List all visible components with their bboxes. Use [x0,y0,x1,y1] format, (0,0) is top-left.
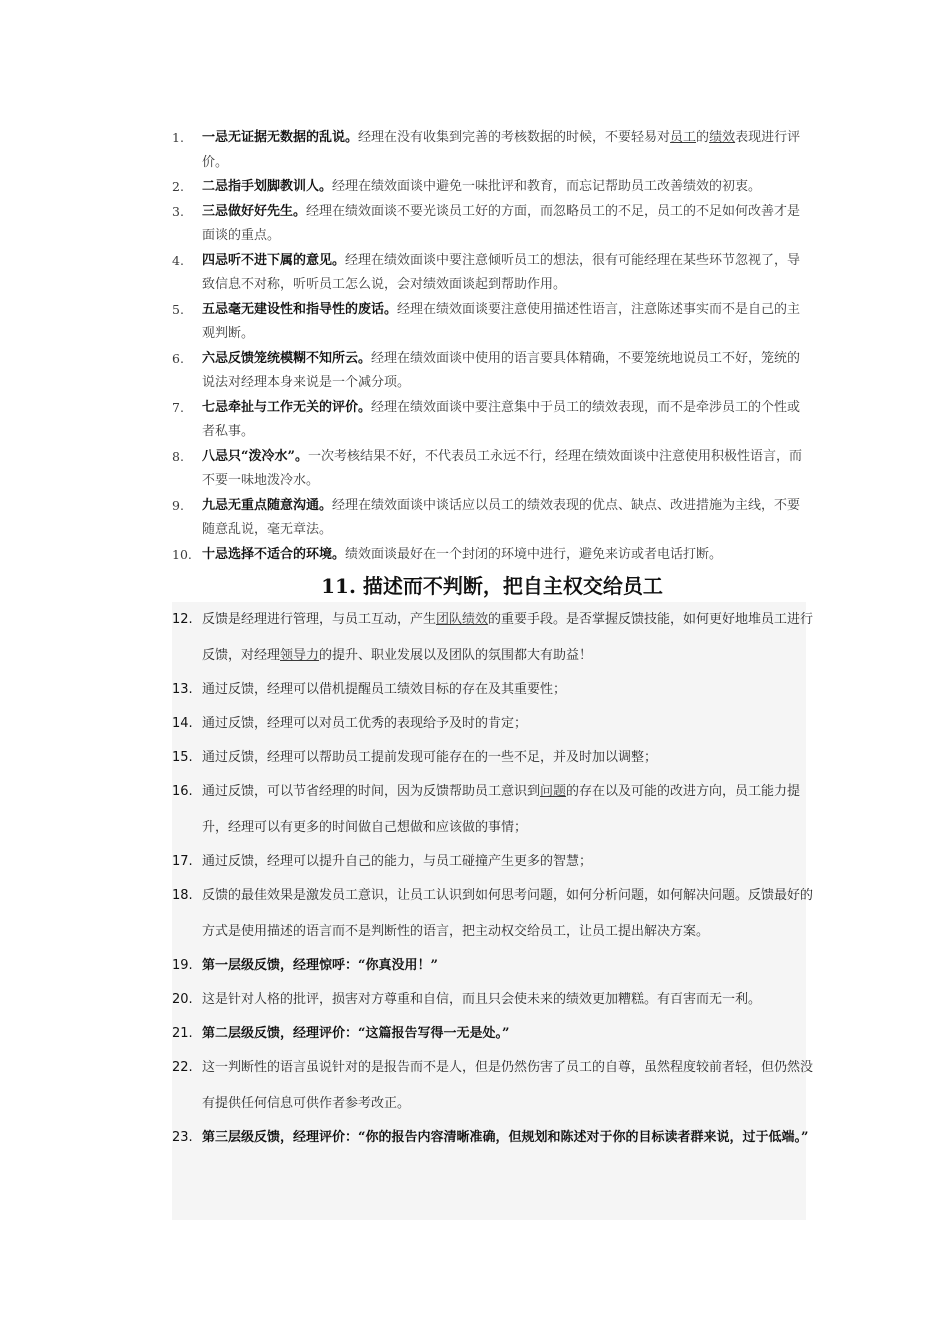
item-text: 通过反馈，经理可以帮助员工提前发现可能存在的一些不足，并及时加以调整； [202,750,658,765]
list-item [172,494,812,543]
item-title: 七忌牵扯与工作无关的评价。 [202,399,372,415]
item-title: 八忌只“泼冷水”。 [202,448,308,464]
list-item [172,948,814,984]
list-item [172,543,812,568]
list-item [172,298,812,347]
item-text: 通过反馈，经理可以提升自己的能力，与员工碰撞产生更多的智慧； [202,854,593,869]
item-text: 的提升、职业发展以及团队的氛围都大有助益！ [319,648,593,663]
item-text: 的重要手段。是否掌握反馈技能，如何更好地堆员工进行反馈，对经理 [202,612,814,663]
item-number: 7. [172,399,184,415]
list-item [172,1016,814,1052]
item-title: 六忌反馈笼统模糊不知所云。 [202,350,372,366]
item-number: 21. [172,1026,193,1041]
item-number: 18. [172,888,193,903]
item-text: 反馈的最佳效果是激发员工意识，让员工认识到如何思考问题，如何分析问题，如何解决问题。反馈最好的方式是使用描述的语言而不是判断性的语言，把主动权交给员工，让员工提出解决方案。 [202,888,814,939]
list-item [172,396,812,445]
item-text: 这一判断性的语言虽说针对的是报告而不是人，但是仍然伤害了员工的自尊，虽然程度较前者轻，但仍然没有提供任何信息可供作者参考改正。 [202,1060,814,1111]
feedback-list [172,602,814,1154]
link-team-performance[interactable]: 团队绩效 [436,612,489,627]
item-text: 的存在以及可能的改进方向，员工能力提升，经理可以有更多的时间做自己想做和应该做的事情； [202,784,801,835]
link-performance[interactable]: 绩效 [709,130,736,145]
item-text: 经理在绩效面谈中避免一味批评和教育，而忘记帮助员工改善绩效的初衷。 [332,179,762,194]
list-item [172,878,814,950]
item-text: 表现进行评价。 [202,130,801,170]
item-number: 6. [172,350,184,366]
item-title: 第二层级反馈，经理评价：“这篇报告写得一无是处。” [202,1026,510,1041]
item-title: 第三层级反馈，经理评价：“你的报告内容清晰准确，但规划和陈述对于你的目标读者群来说，过于低端。” [202,1130,809,1145]
item-text: 的 [696,130,710,145]
item-text: 绩效面谈最好在一个封闭的环境中进行，避免来访或者电话打断。 [345,546,723,562]
item-text: 经理在绩效面谈不要光谈员工好的方面，而忽略员工的不足，员工的不足如何改善才是面谈的重点。 [202,203,801,243]
list-item [172,602,814,674]
item-number: 23. [172,1130,193,1145]
list-item [172,347,812,396]
item-text: 反馈是经理进行管理，与员工互动，产生 [202,612,437,627]
item-number: 3. [172,203,184,219]
item-text: 经理在没有收集到完善的考核数据的时候，不要轻易对 [358,130,671,145]
list-item [172,249,812,298]
item-number: 16. [172,784,193,799]
item-number: 1. [172,130,184,145]
link-leadership[interactable]: 领导力 [280,648,320,663]
item-text: 一次考核结果不好，不代表员工永远不行，经理在绩效面谈中注意使用积极性语言，而不要一味地泼冷水。 [202,448,802,488]
item-text: 经理在绩效面谈中要注意倾听员工的想法，很有可能经理在某些环节忽视了，导致信息不对称，听听员工怎么说，会对绩效面谈起到帮助作用。 [202,252,801,292]
list-item [172,844,814,880]
list-item [172,706,814,742]
item-number: 9. [172,497,184,513]
item-text: 经理在绩效面谈中使用的语言要具体精确，不要笼统地说员工不好，笼统的说法对经理本身来说是一个减分项。 [202,350,801,390]
item-number: 15. [172,750,193,765]
item-title: 三忌做好好先生。 [202,203,307,219]
item-title: 十忌选择不适合的环境。 [202,546,346,562]
item-number: 10. [172,546,192,562]
item-number: 14. [172,716,193,731]
item-number: 22. [172,1060,193,1075]
list-item [172,774,814,846]
list-item [172,982,814,1018]
item-text: 通过反馈，可以节省经理的时间，因为反馈帮助员工意识到 [202,784,541,799]
list-item [172,672,814,708]
item-number: 20. [172,992,193,1007]
list-item [172,175,812,200]
item-text: 通过反馈，经理可以借机提醒员工绩效目标的存在及其重要性； [202,682,567,697]
item-text: 这是针对人格的批评，损害对方尊重和自信，而且只会使未来的绩效更加糟糕。有百害而无一利。 [202,992,762,1007]
item-text: 经理在绩效面谈要注意使用描述性语言，注意陈述事实而不是自己的主观判断。 [202,301,801,341]
item-title: 四忌听不进下属的意见。 [202,252,346,268]
item-title: 二忌指手划脚教训人。 [202,179,333,194]
item-text: 经理在绩效面谈中要注意集中于员工的绩效表现，而不是牵涉员工的个性或者私事。 [202,399,801,439]
item-title: 一忌无证据无数据的乱说。 [202,130,359,145]
list-item [172,740,814,776]
list-item [172,445,812,494]
item-title: 五忌毫无建设性和指导性的废话。 [202,301,398,317]
link-employee[interactable]: 员工 [670,130,697,145]
item-number: 5. [172,301,184,317]
item-number: 4. [172,252,184,268]
section-heading: 11. 描述而不判断，把自主权交给员工 [321,574,663,598]
item-number: 2. [172,179,184,194]
item-text: 经理在绩效面谈中谈话应以员工的绩效表现的优点、缺点、改进措施为主线，不要随意乱说，毫无章法。 [202,497,801,537]
list-item [172,126,812,175]
item-text: 通过反馈，经理可以对员工优秀的表现给予及时的肯定； [202,716,528,731]
list-item [172,1050,814,1122]
item-number: 8. [172,448,184,464]
item-title: 第一层级反馈，经理惊呼：“你真没用！” [202,958,438,973]
link-problem[interactable]: 问题 [540,784,567,799]
list-item [172,1120,814,1156]
item-number: 12. [172,612,193,627]
taboo-list [172,126,812,567]
item-title: 九忌无重点随意沟通。 [202,497,333,513]
item-number: 17. [172,854,193,869]
item-number: 19. [172,958,193,973]
list-item [172,200,812,249]
item-number: 13. [172,682,193,697]
